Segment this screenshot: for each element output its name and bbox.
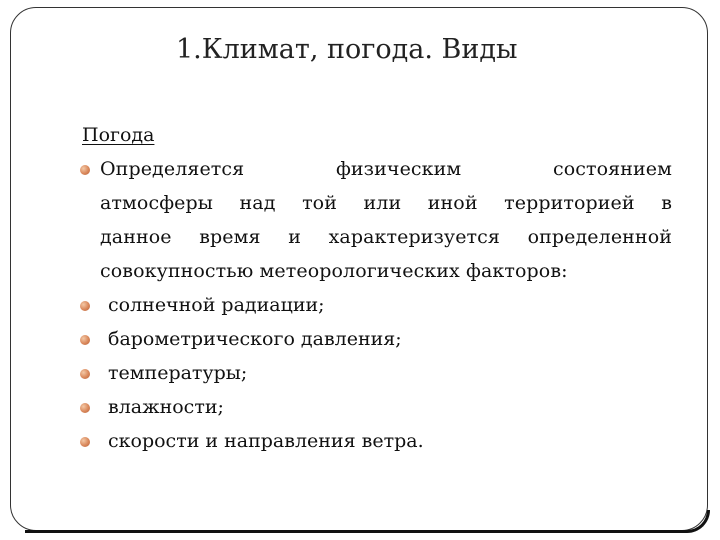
list-item-intro <box>80 152 680 288</box>
list-item-factor <box>80 322 680 356</box>
list-item-factor <box>80 390 680 424</box>
factor-text: барометрического давления; <box>108 328 402 350</box>
list-item-factor <box>80 288 680 322</box>
list-item-factor <box>80 356 680 390</box>
bullet-icon <box>80 165 90 175</box>
bullet-icon <box>80 437 90 447</box>
intro-line: Определяется физическим состоянием <box>100 158 672 180</box>
intro-line: совокупностью метеорологических факторов: <box>100 260 568 282</box>
slide-title: 1.Климат, погода. Виды <box>176 34 518 65</box>
intro-line: данное время и характеризуется определенной <box>100 226 672 248</box>
bullet-icon <box>80 301 90 311</box>
factor-text: солнечной радиации; <box>108 294 325 316</box>
factor-text: скорости и направления ветра. <box>108 430 424 452</box>
list-item-factor <box>80 424 680 458</box>
factor-text: температуры; <box>108 362 248 384</box>
bullet-icon <box>80 335 90 345</box>
section-heading: Погода <box>82 124 155 146</box>
intro-line: атмосферы над той или иной территорией в <box>100 192 672 214</box>
bullet-icon <box>80 369 90 379</box>
bullet-list <box>80 152 680 458</box>
factor-text: влажности; <box>108 396 224 418</box>
bullet-icon <box>80 403 90 413</box>
